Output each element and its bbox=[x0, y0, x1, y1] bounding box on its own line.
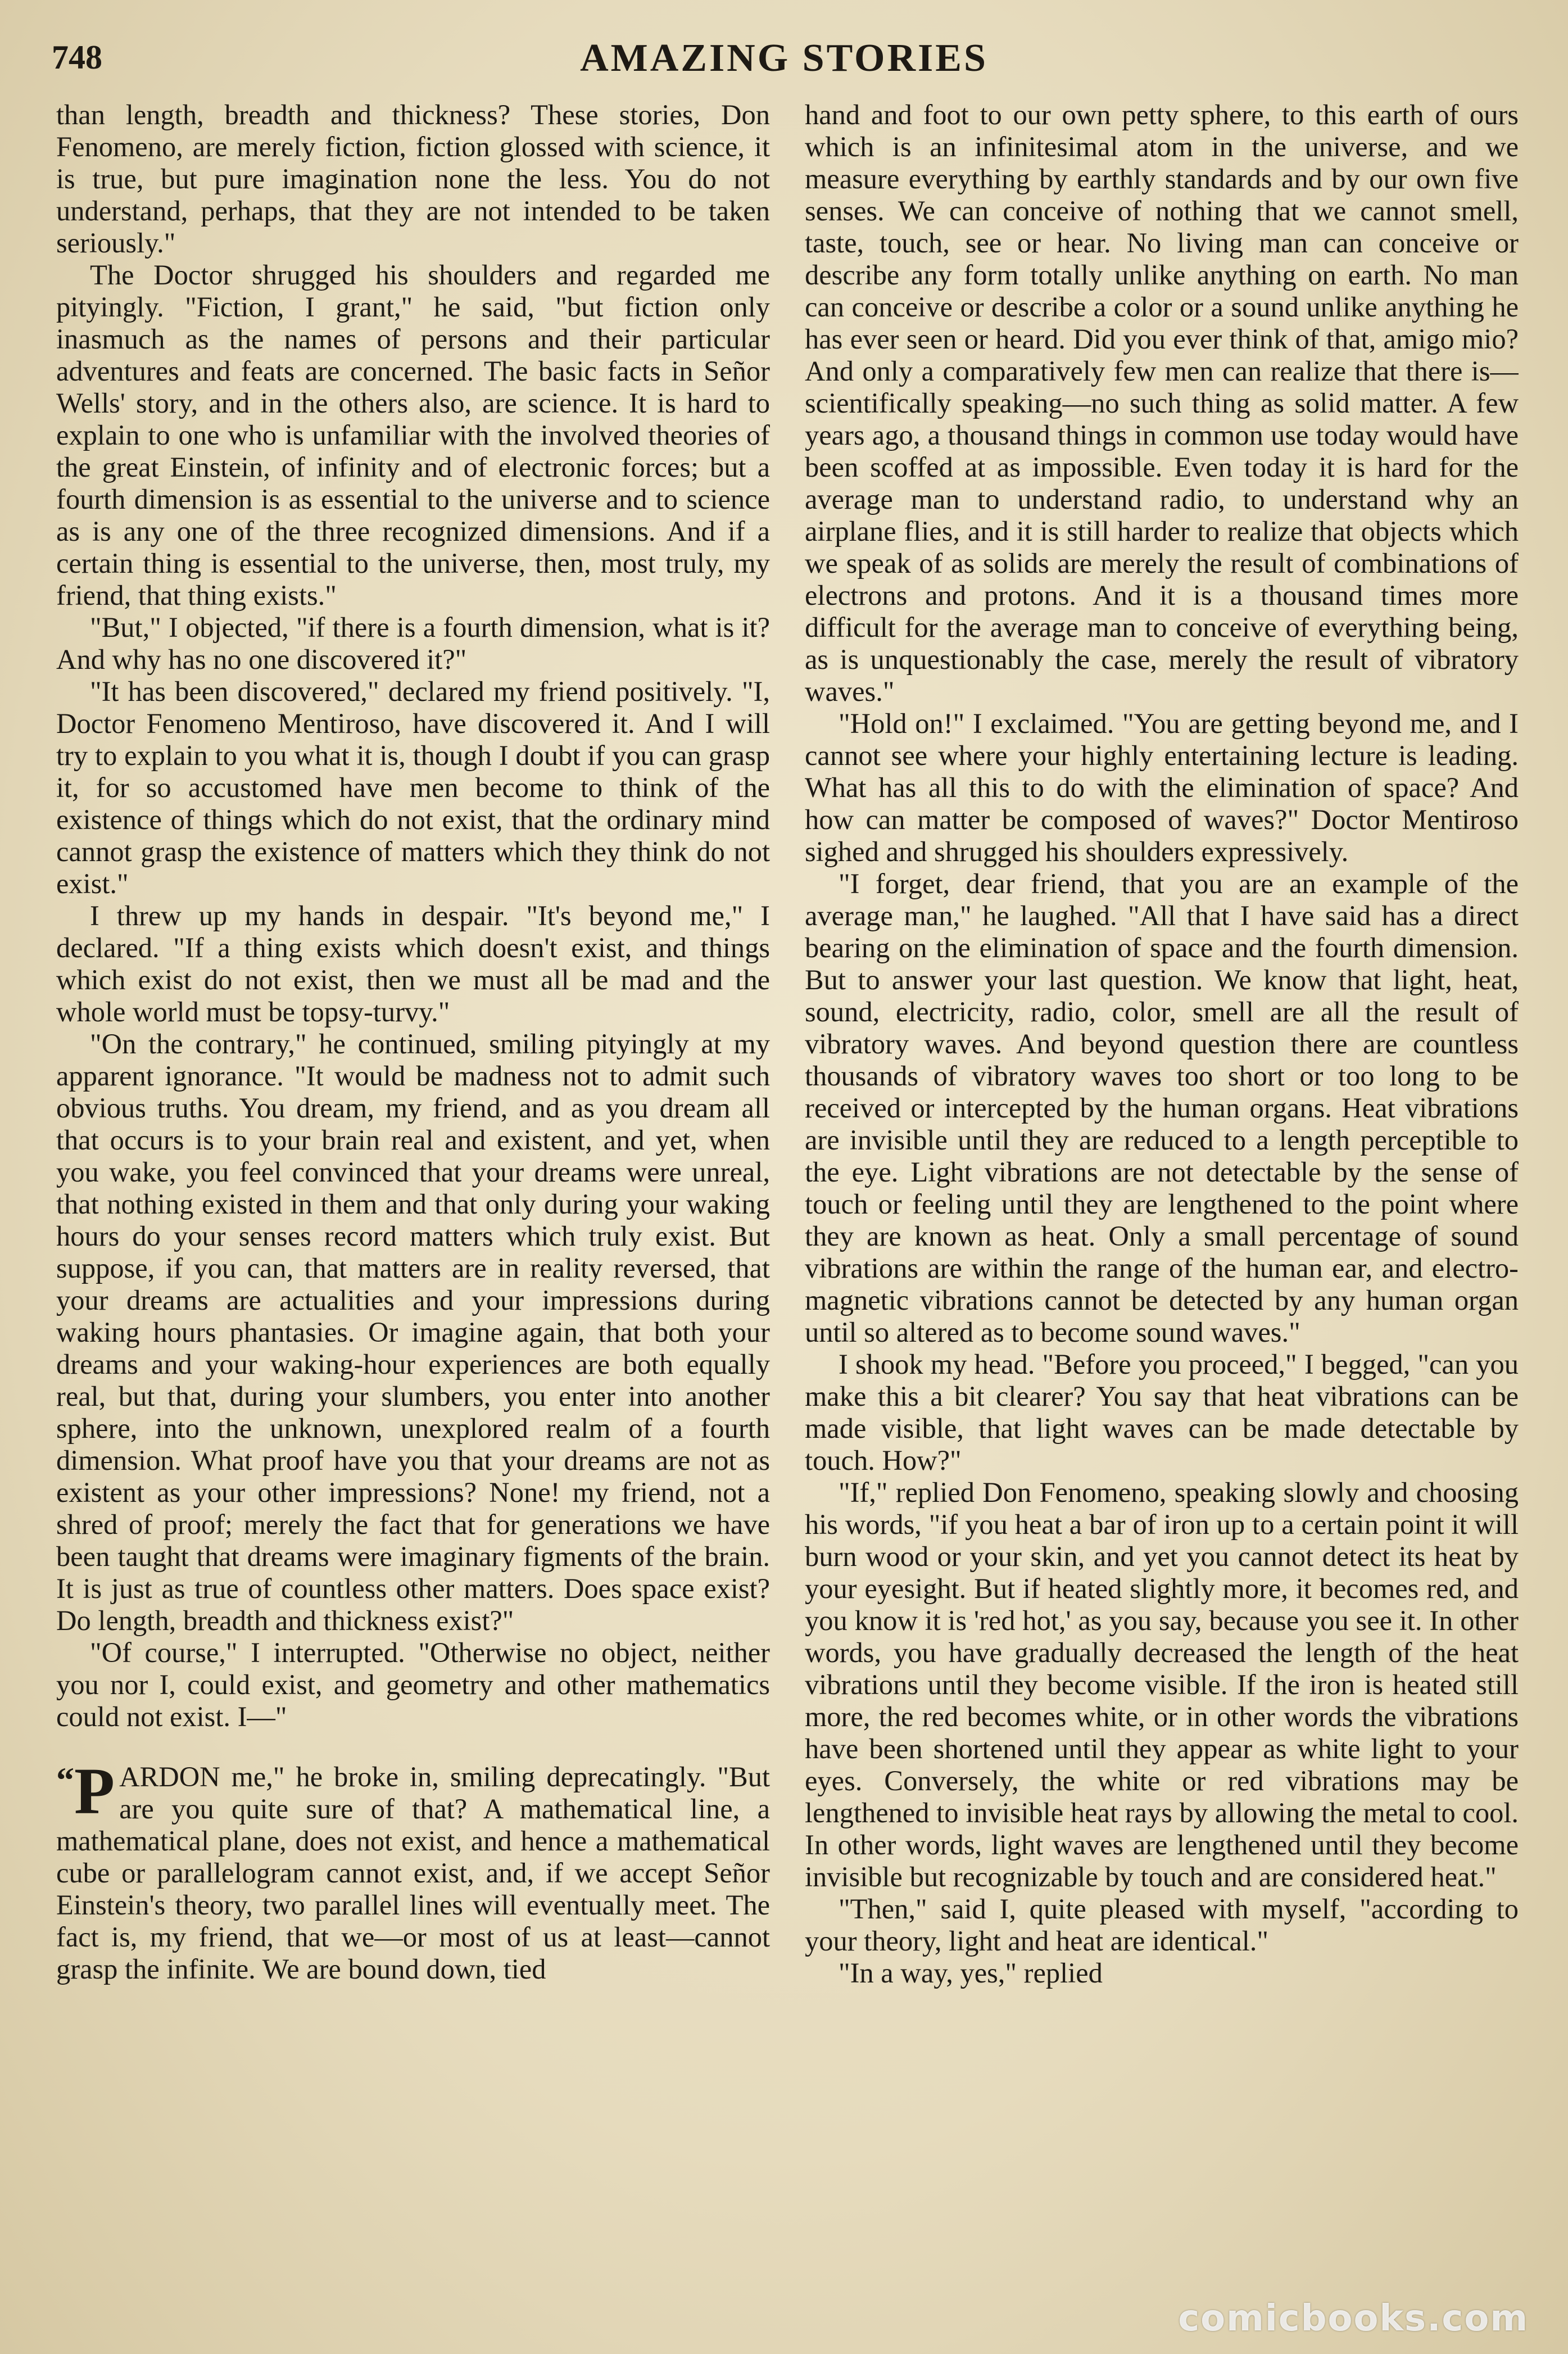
paragraph: "If," replied Don Fenomeno, speaking slowly and choosing his words, "if you heat a bar of iron up to a certain point it will burn wood or your skin, and yet you cannot detect its heat by your eyesight. But if heated slightly more, it becomes red, and you know it is 'red hot,' as you say, because you see it. In other words, you have gradually decreased the length of the heat vibrations until they become visible. If the iron is heated still more, the red becomes white, or in other words the vibrations have been shortened until they appear as white light to your eyes. Conversely, the white or red vibrations may be lengthened to invisible heat rays by allowing the metal to cool. In other words, light waves are lengthened until they become invisible but recognizable by touch and are considered heat." bbox=[805, 1477, 1519, 1893]
site-watermark: comicbooks.com bbox=[1178, 2298, 1529, 2339]
paragraph: "But," I objected, "if there is a fourth dimension, what is it? And why has no one discovered it?" bbox=[56, 612, 770, 675]
page-number: 748 bbox=[52, 39, 102, 76]
left-column bbox=[56, 99, 770, 2319]
paragraph: "On the contrary," he continued, smiling pityingly at my apparent ignorance. "It would be madness not to admit such obvious truths. You dream, my friend, and as you dream all that occurs is to your brain real and existent, and yet, when you wake, you feel convinced that your dreams were unreal, that nothing existed in them and that only during your waking hours do your senses record matters which truly exist. But suppose, if you can, that matters are in reality reversed, that your dreams are actualities and your impressions during waking hours phantasies. Or imagine again, that both your dreams and your waking-hour experiences are both equally real, but that, during your slumbers, you enter into another sphere, into the unknown, unexplored realm of a fourth dimension. What proof have you that your dreams are not as existent as your other impressions? None! my friend, not a shred of proof; merely the fact that for generations we have been taught that dreams were imaginary figments of the brain. It is just as true of countless other matters. Does space exist? Do length, breadth and thickness exist?" bbox=[56, 1028, 770, 1636]
running-title: AMAZING STORIES bbox=[580, 37, 988, 80]
paragraph: The Doctor shrugged his shoulders and regarded me pityingly. "Fiction, I grant," he said, "but fiction only inasmuch as the names of persons and their particular adventures and feats are concerned. The basic facts in Señor Wells' story, and in the others also, are science. It is hard to explain to one who is unfamiliar with the involved theories of the great Einstein, of infinity and of electronic forces; but a fourth dimension is as essential to the universe and to science as is any one of the three recognized dimensions. And if a certain thing is essential to the universe, then, most truly, my friend, that thing exists." bbox=[56, 259, 770, 611]
paragraph: "It has been discovered," declared my friend positively. "I, Doctor Fenomeno Mentiroso, have discovered it. And I will try to explain to you what it is, though I doubt if you can grasp it, for so accustomed have men become to think of the existence of things which do not exist, that the ordinary mind cannot grasp the existence of matters which they think do not exist." bbox=[56, 676, 770, 899]
drop-cap bbox=[56, 1754, 115, 1828]
paragraph: I threw up my hands in despair. "It's beyond me," I declared. "If a thing exists which doesn't exist, and things which exist do not exist, then we must all be mad and the whole world must be topsy-turvy." bbox=[56, 900, 770, 1027]
paragraph: "I forget, dear friend, that you are an example of the average man," he laughed. "All that I have said has a direct bearing on the elimination of space and the fourth dimension. But to answer your last question. We know that light, heat, sound, electricity, radio, color, smell are all the result of vibratory waves. And beyond question there are countless thousands of vibratory waves too short or too long to be received or intercepted by the human organs. Heat vibrations are invisible until they are reduced to a length perceptible to the eye. Light vibrations are not detectable by the sense of touch or feeling until they are lengthened to the point where they are known as heat. Only a small percentage of sound vibrations are within the range of the human ear, and electro-magnetic vibrations cannot be detected by any human organ until so altered as to become sound waves." bbox=[805, 868, 1519, 1348]
right-column bbox=[805, 99, 1519, 2319]
paragraph: "In a way, yes," replied bbox=[839, 1957, 1103, 1989]
paragraph: hand and foot to our own petty sphere, to this earth of ours which is an infinitesimal atom in the universe, and we measure everything by earthly standards and by our own five senses. We can conceive of nothing that we cannot smell, taste, touch, see or hear. No living man can conceive or describe any form totally unlike anything on earth. No man can conceive or describe a color or a sound unlike anything he has ever seen or heard. Did you ever think of that, amigo mio? And only a comparatively few men can realize that there is—scientifically speaking—no such thing as solid matter. A few years ago, a thousand things in common use today would have been scoffed at as impossible. Even today it is hard for the average man to understand radio, to understand why an airplane flies, and it is still harder to realize that objects which we speak of as solids are merely the result of combinations of electrons and protons. And it is a thousand times more difficult for the average man to conceive of everything being, as is unquestionably the case, merely the result of vibratory waves." bbox=[805, 99, 1519, 707]
paragraph: "Of course," I interrupted. "Otherwise no object, neither you nor I, could exist, and geometry and other mathematics could not exist. I—" bbox=[56, 1637, 770, 1732]
paragraph: "Then," said I, quite pleased with myself, "according to your theory, light and heat are identical." bbox=[805, 1893, 1519, 1957]
paragraph: I shook my head. "Before you proceed," I begged, "can you make this a bit clearer? You say that heat vibrations can be made visible, that light waves can be made detectable by touch. How?" bbox=[805, 1348, 1519, 1476]
paragraph: than length, breadth and thickness? These stories, Don Fenomeno, are merely fiction, fiction glossed with science, it is true, but pure imagination none the less. You do not understand, perhaps, that they are not intended to be taken seriously." bbox=[56, 99, 770, 259]
drop-cap-letter: P bbox=[74, 1754, 115, 1828]
drop-cap-quote: “ bbox=[56, 1760, 74, 1800]
page-header bbox=[0, 34, 1568, 96]
paragraph: "Hold on!" I exclaimed. "You are getting beyond me, and I cannot see where your highly entertaining lecture is leading. What has all this to do with the elimination of space? And how can matter be composed of waves?" Doctor Mentiroso sighed and shrugged his shoulders expressively. bbox=[805, 708, 1519, 867]
dropcap-paragraph bbox=[56, 1754, 770, 1985]
dropcap-paragraph-text: ARDON me," he broke in, smiling deprecatingly. "But are you quite sure of that? A mathematical line, a mathematical plane, does not exist, and hence a mathematical cube or parallelogram cannot exist, and, if we accept Señor Einstein's theory, two parallel lines will eventually meet. The fact is, my friend, that we—or most of us at least—cannot grasp the infinite. We are bound down, tied bbox=[56, 1761, 770, 1985]
